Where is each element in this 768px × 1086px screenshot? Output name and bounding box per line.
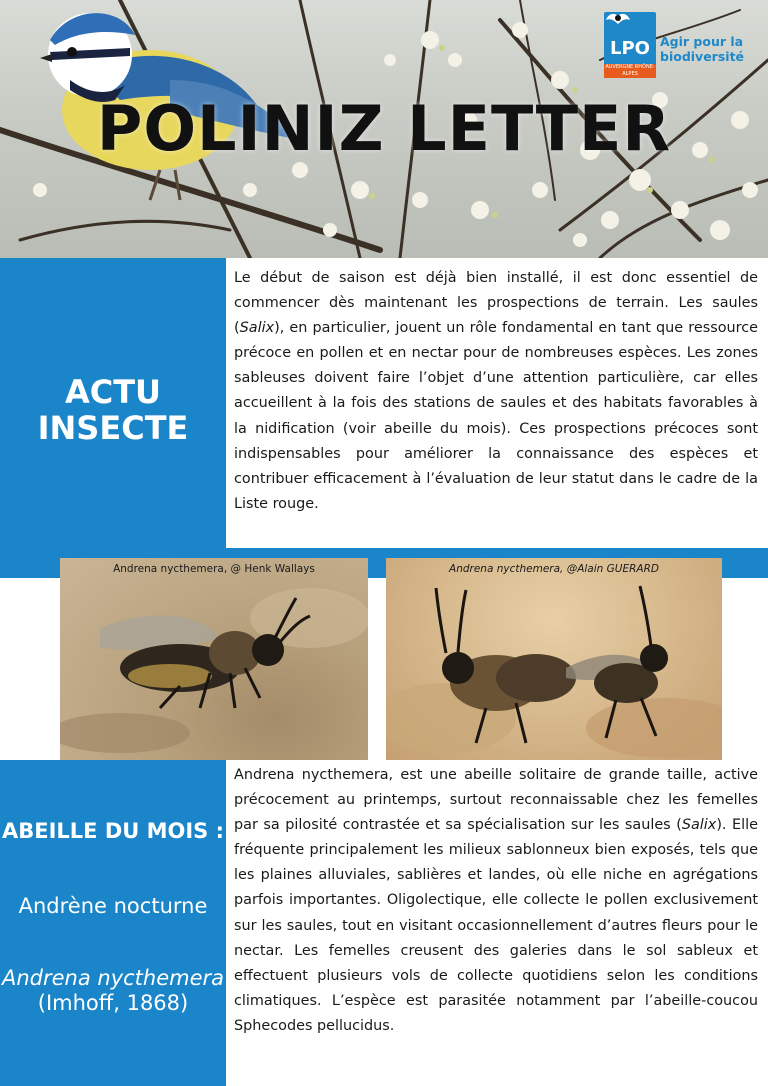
species-scientific-name	[0, 966, 226, 1016]
photo-caption-1: Andrena nycthemera, @ Henk Wallays	[113, 563, 315, 575]
actu-insecte-text	[234, 266, 758, 517]
species-latin-name: Andrena nycthemera	[1, 966, 225, 990]
salix-term: Salix	[239, 320, 275, 337]
bee-photo-2	[386, 558, 722, 760]
bee-text-part: ). Elle fréquente principalement les milieux sablonneux bien exposés, tels que les plaines alluviales, sablières et landes, où elle niche en agrégations parfois importantes. Oligolectique, elle collecte le pollen exclusivement sur les saules, tout en visitant occasionnellement d’autres fleurs pour le nectar. Les femelles creusent des galeries dans le sol sableux et effectuent plusieurs vols de collecte quotidiens selon les conditions climatiques. L’espèce est parasitée notamment par l’abeille-coucou Sphecodes pellucidus.	[234, 817, 758, 1034]
logo-text: LPO	[610, 38, 650, 59]
newsletter-title: POLINIZ LETTER	[96, 92, 672, 165]
actu-text-part: Le début de saison est déjà bien installé, il est donc essentiel de commencer dès maintenant les prospections de terrain. Les saules (	[234, 270, 758, 337]
logo-subtext: AUVERGNE RHÔNE-ALPES	[605, 64, 655, 77]
salix-term: Salix	[681, 817, 717, 834]
actu-insecte-heading: ACTU INSECTE	[37, 373, 189, 447]
abeille-du-mois-heading: ABEILLE DU MOIS :	[1, 819, 225, 843]
abeille-du-mois-text	[234, 763, 758, 1039]
bee-illustration-1	[60, 558, 368, 760]
bee-text-part: Andrena nycthemera, est une abeille solitaire de grande taille, active précocement au printemps, surtout reconnaissable chez les femelles par sa pilosité contrastée et sa spécialisation sur les saules (	[234, 767, 758, 834]
header-banner	[0, 0, 768, 258]
actu-text-part: ), en particulier, jouent un rôle fondamental en tant que ressource précoce en pollen et en nectar pour de nombreuses espèces. Les zones sableuses doivent faire l’objet d’une attention particulière, car elles accueillent à la fois des stations de saules et des habitats favorables à la nidification (voir abeille du mois). Ces prospections précoces sont indispensables pour améliorer la connaissance des espèces et contribuer efficacement à l’évaluation de leur statut dans le cadre de la Liste rouge.	[234, 320, 758, 512]
tagline: Agir pour la biodiversité	[660, 34, 745, 64]
bee-illustration-2	[386, 558, 722, 760]
bee-photo-1	[60, 558, 368, 760]
bird-logo-icon	[604, 12, 632, 34]
photo-caption-2: Andrena nycthemera, @Alain GUERARD	[449, 563, 659, 575]
species-authority: (Imhoff, 1868)	[37, 991, 189, 1015]
species-common-name: Andrène nocturne	[18, 894, 208, 918]
abeille-du-mois-band	[0, 760, 226, 1086]
lpo-logo	[604, 12, 656, 78]
